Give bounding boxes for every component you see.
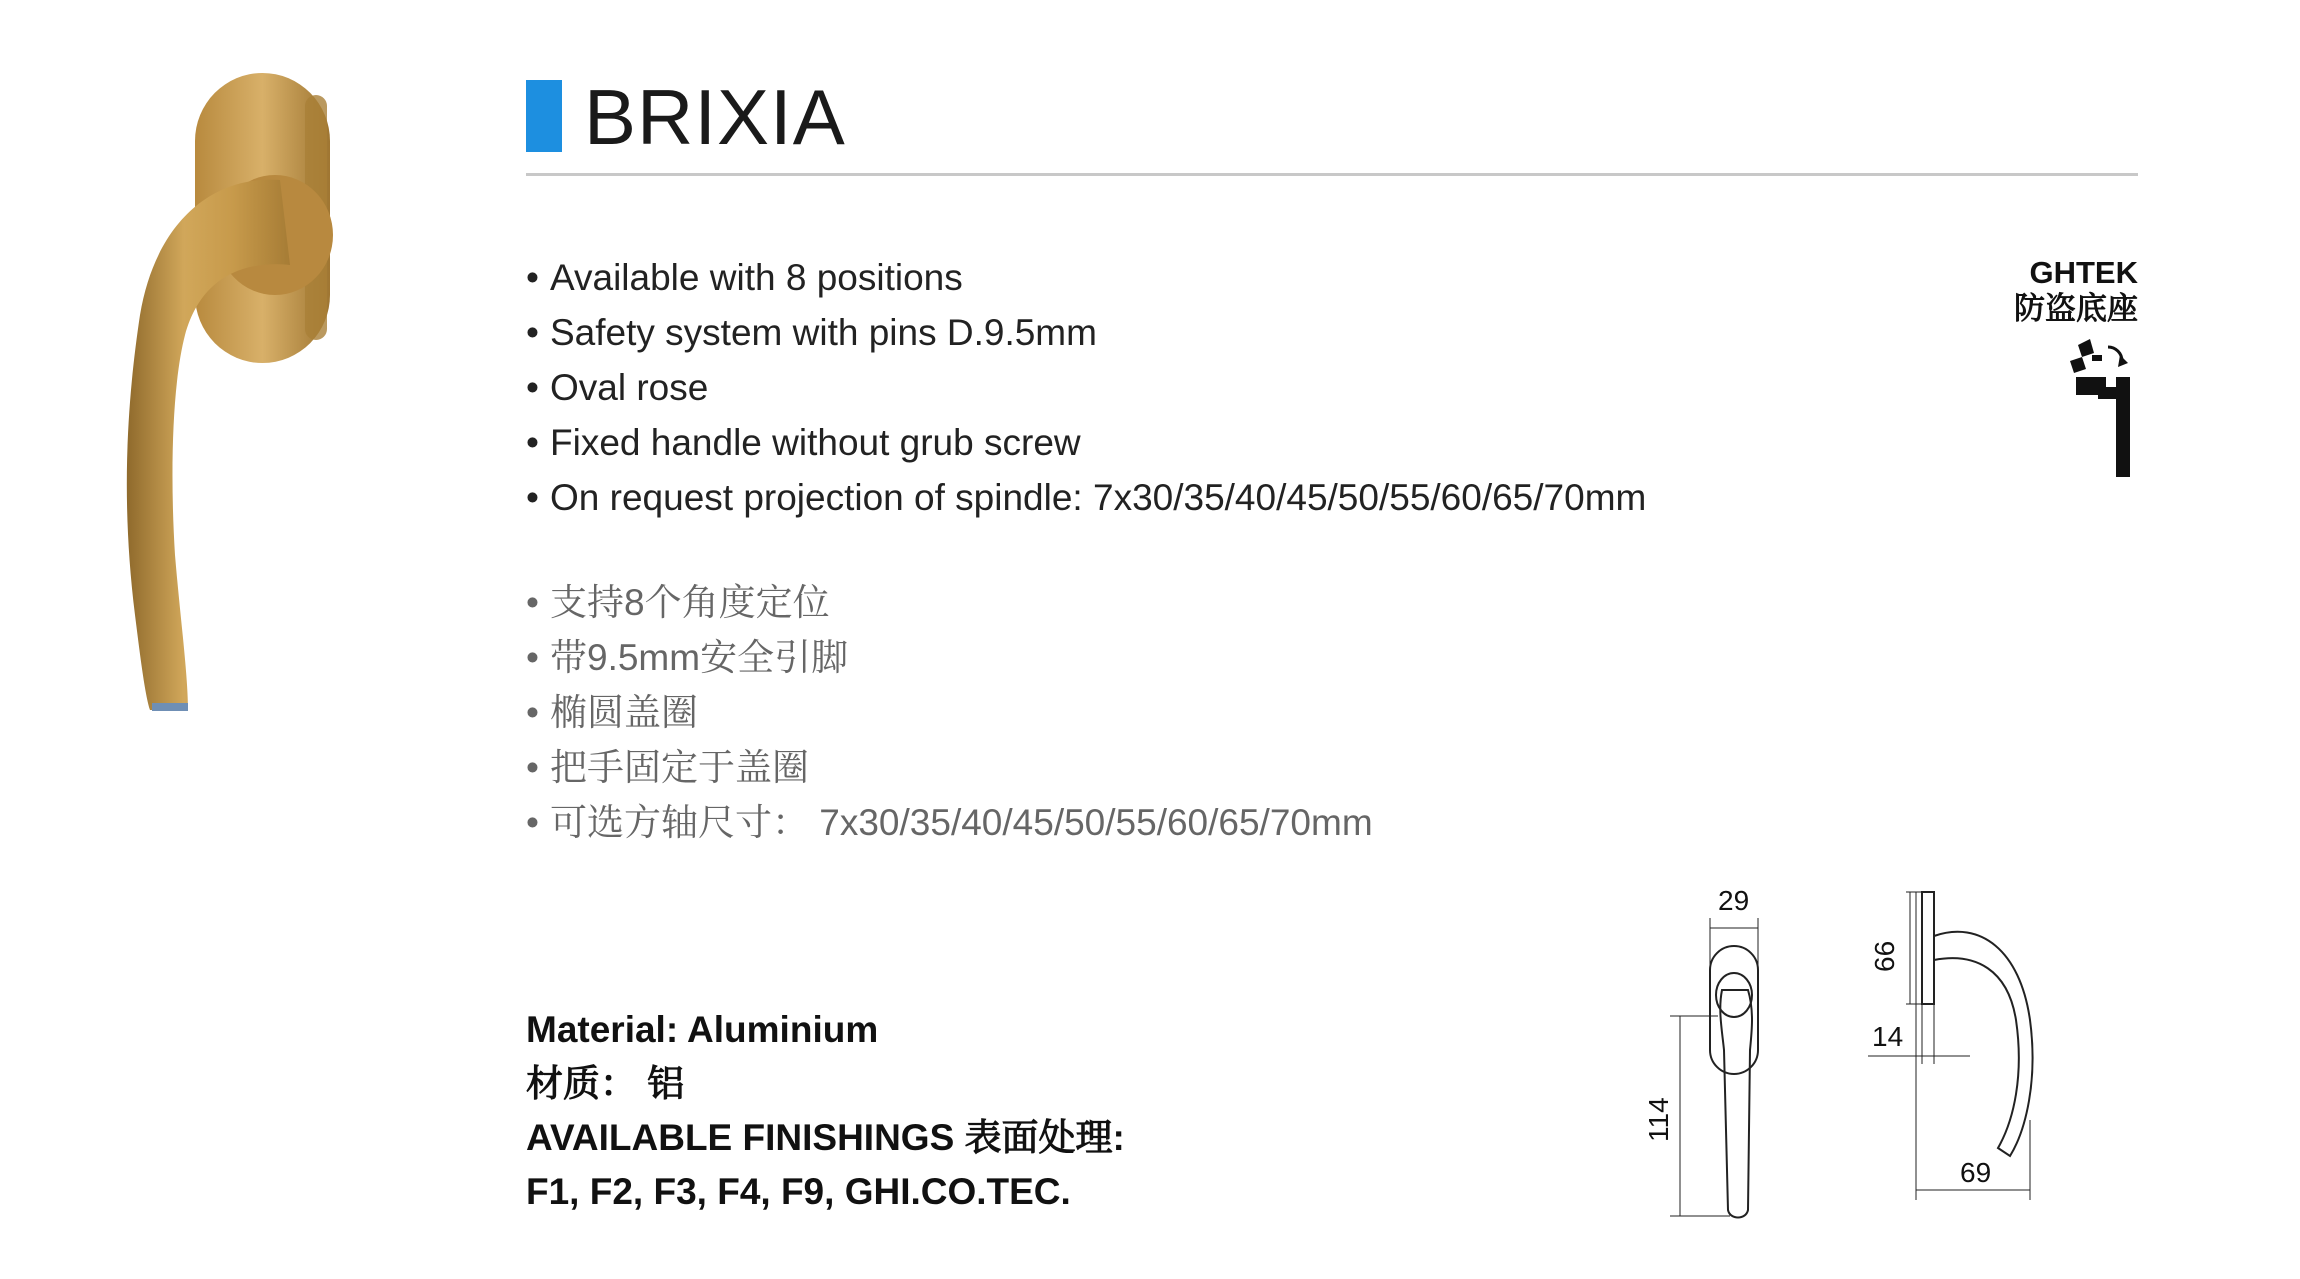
material-english: Material: Aluminium xyxy=(526,1009,879,1050)
ghtek-badge xyxy=(1958,255,2138,327)
finishings-label: AVAILABLE FINISHINGS 表面处理: xyxy=(526,1117,1125,1158)
dim-side-reach: 69 xyxy=(1960,1157,1992,1188)
material-chinese: 材质： 铝 xyxy=(526,1063,685,1104)
list-item: • 椭圆盖圈 xyxy=(526,685,1373,740)
window-handle-image xyxy=(70,55,370,735)
list-item: • 支持8个角度定位 xyxy=(526,575,1373,630)
dim-front-width: 29 xyxy=(1718,885,1750,916)
material-block xyxy=(526,1003,1125,1219)
list-item: • Fixed handle without grub screw xyxy=(526,415,1646,470)
features-english-list xyxy=(526,250,1646,525)
list-item: • Available with 8 positions xyxy=(526,250,1646,305)
page-title: BRIXIA xyxy=(584,73,846,161)
security-lock-icon xyxy=(2068,337,2138,477)
dim-side-rose-height: 66 xyxy=(1869,940,1900,972)
badge-subtitle: 防盗底座 xyxy=(2014,291,2138,326)
title-accent-bar xyxy=(526,80,562,152)
list-item: • 把手固定于盖圈 xyxy=(526,740,1373,795)
list-item: • 可选方轴尺寸： 7x30/35/40/45/50/55/60/65/70mm xyxy=(526,795,1373,850)
finishings-list: F1, F2, F3, F4, F9, GHI.CO.TEC. xyxy=(526,1171,1071,1212)
dim-front-height: 114 xyxy=(1643,1097,1674,1142)
title-divider xyxy=(526,173,2138,176)
features-chinese-list xyxy=(526,575,1373,850)
list-item: • Oval rose xyxy=(526,360,1646,415)
technical-drawing xyxy=(1610,880,2080,1220)
list-item: • On request projection of spindle: 7x30/35/40/45/50/55/60/65/70mm xyxy=(526,470,1646,525)
list-item: • Safety system with pins D.9.5mm xyxy=(526,305,1646,360)
list-item: • 带9.5mm安全引脚 xyxy=(526,630,1373,685)
badge-brand: GHTEK xyxy=(2029,255,2138,290)
dim-side-depth: 14 xyxy=(1872,1021,1904,1052)
